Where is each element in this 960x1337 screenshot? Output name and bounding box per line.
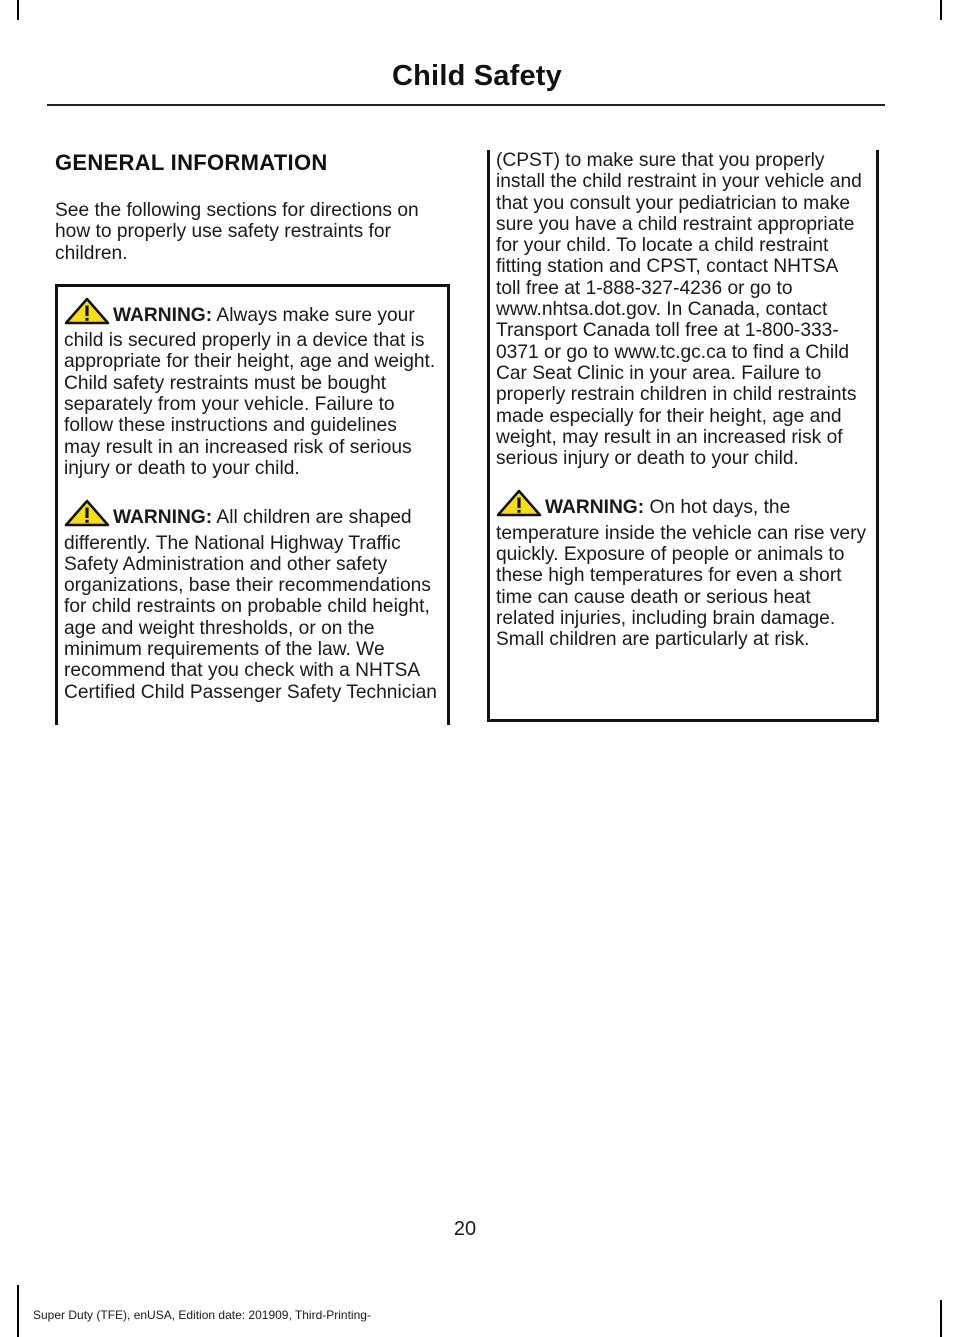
crop-mark-top-right [940, 0, 942, 20]
warning-triangle-icon [64, 499, 110, 532]
header-rule [47, 104, 885, 106]
warning-box-continued [487, 150, 879, 722]
right-column [487, 150, 879, 722]
crop-mark-bottom-right [940, 1300, 942, 1337]
intro-paragraph: See the following sections for directions on how to properly use safety restraints for children. [55, 200, 419, 264]
warning-box [55, 284, 450, 725]
warning-3 [496, 489, 867, 650]
left-column [55, 150, 450, 725]
footer-edition-info: Super Duty (TFE), enUSA, Edition date: 201909, Third-Printing- [33, 1308, 371, 1322]
warning-text: Always make sure your child is secured properly in a device that is appropriate for their height, age and weight. Child safety restraints must be bought separately from your vehicle. Failure to follow these instructions and guidelines may result in an increased risk of serious injury or death to your child. [64, 304, 436, 479]
warning-label: WARNING: [113, 304, 213, 326]
warning-label: WARNING: [545, 497, 645, 519]
warning-2-continuation: (CPST) to make sure that you properly install the child restraint in your vehicle and that you consult your pediatrician to make sure you have a child restraint appropriate for your child. To locate a child restraint fitting station and CPST, contact NHTSA toll free at 1-888-327-4236 or go to www.nhtsa.dot.gov. In Canada, contact Transport Canada toll free at 1-800-333-0371 or go to www.tc.gc.ca to find a Child Car Seat Clinic in your area. Failure to properly restrain children in child restraints made especially for their height, age and weight, may result in an increased risk of serious injury or death to your child. [496, 150, 862, 470]
crop-mark-top-left [17, 0, 19, 20]
section-title: GENERAL INFORMATION [55, 150, 328, 175]
warning-triangle-icon [64, 297, 110, 330]
page-number: 20 [453, 1218, 477, 1240]
warning-text: All children are shaped differently. The National Highway Traffic Safety Administration and other safety organizations, base their recommendations for child restraints on probable child height, age and weight thresholds, or on the minimum requirements of the law. We recommend that you check with a NHTSA Certified Child Passenger Safety Technician [64, 507, 437, 703]
crop-mark-bottom-left [17, 1285, 19, 1337]
section-header: Child Safety [392, 60, 562, 92]
warning-triangle-icon [496, 489, 542, 522]
warning-1 [64, 297, 438, 479]
warning-2 [64, 499, 438, 703]
warning-text: On hot days, the temperature inside the vehicle can rise very quickly. Exposure of people or animals to these high temperatures for even a short time can cause death or serious heat related injuries, including brain damage. Small children are particularly at risk. [496, 497, 867, 651]
warning-label: WARNING: [113, 507, 213, 529]
